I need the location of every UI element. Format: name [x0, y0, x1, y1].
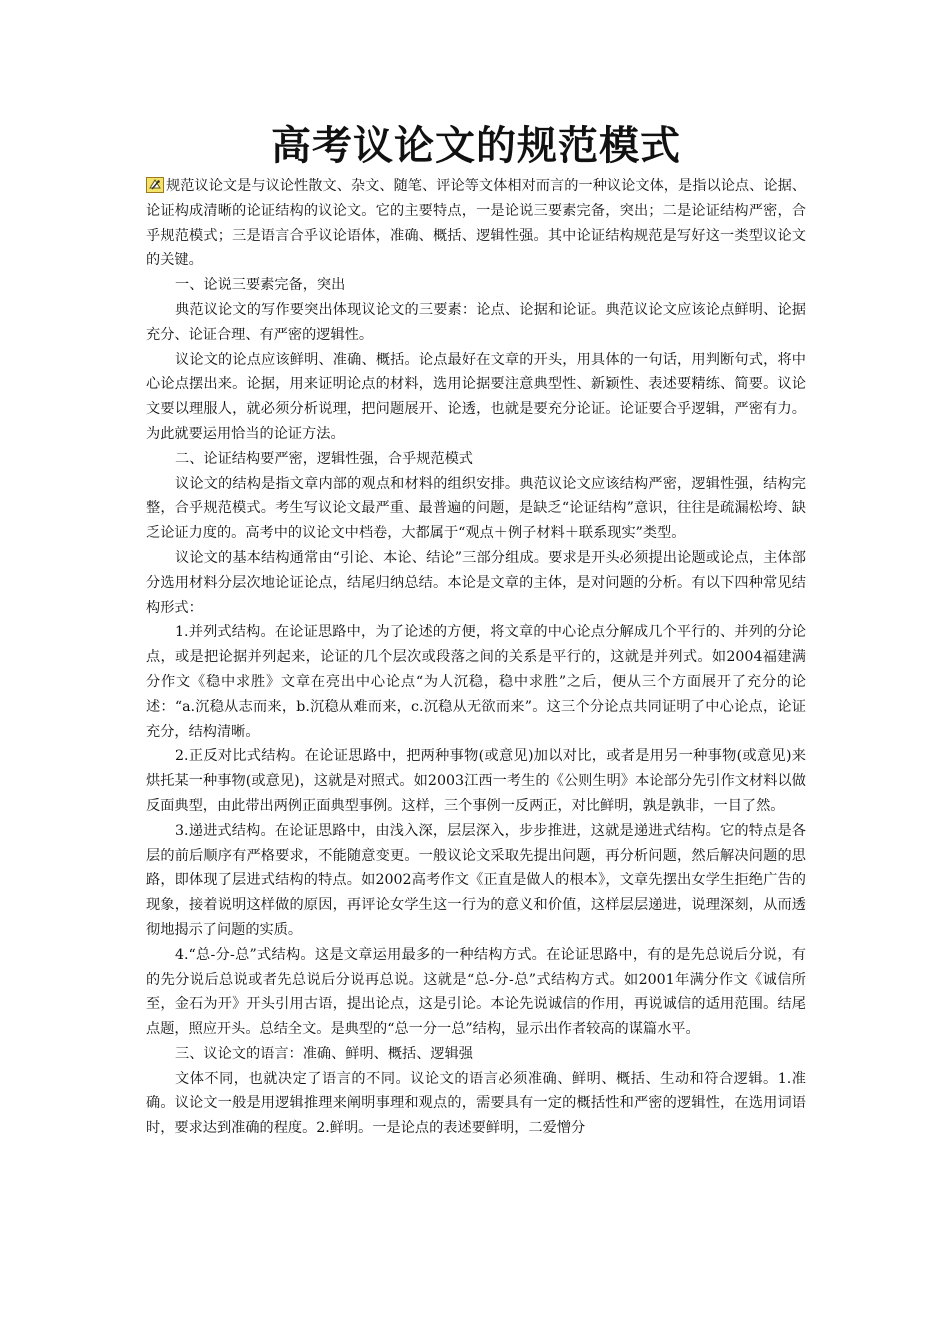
document-page: [146, 118, 806, 1141]
paragraph: 议论文的结构是指文章内部的观点和材料的组织安排。典范议论文应该结构严密，逻辑性强，结构完整，合乎规范模式。考生写议论文最严重、最普遍的问题，是缺乏“论证结构”意识，往往是疏漏松垮、缺乏论证力度的。高考中的议论文中档卷，大都属于“观点＋例子材料＋联系现实”类型。: [146, 475, 806, 542]
note-icon: [146, 177, 164, 193]
paragraph: 议论文的基本结构通常由“引论、本论、结论”三部分组成。要求是开头必须提出论题或论点，主体部分选用材料分层次地论证论点，结尾归纳总结。本论是文章的主体，是对问题的分析。有以下四种常见结构形式：: [146, 549, 806, 616]
document-body: [146, 174, 806, 1141]
paragraph: 议论文的论点应该鲜明、准确、概括。论点最好在文章的开头，用具体的一句话，用判断句式，将中心论点摆出来。论据，用来证明论点的材料，选用论据要注意典型性、新颖性、表述要精练、简要。议论文要以理服人，就必须分析说理，把问题展开、论透，也就是要充分论证。论证要合乎逻辑，严密有力。为此就要运用恰当的论证方法。: [146, 351, 806, 442]
list-item-contrast: 2.正反对比式结构。在论证思路中，把两种事物(或意见)加以对比，或者是用另一种事物(或意见)来烘托某一种事物(或意见)，这就是对照式。如2003江西一考生的《公则生明》本论部分先引作文材料以做反面典型，由此带出两例正面典型事例。这样，三个事例一反两正，对比鲜明，孰是孰非，一目了然。: [146, 748, 806, 814]
section-heading-1: 一、论说三要素完备，突出: [175, 277, 346, 294]
paragraph: 文体不同，也就决定了语言的不同。议论文的语言必须准确、鲜明、概括、生动和符合逻辑。1.准确。议论文一般是用逻辑推理来阐明事理和观点的，需要具有一定的概括性和严密的逻辑性，在选用词语时，要求达到准确的程度。2.鲜明。一是论点的表述要鲜明，二爱憎分: [146, 1070, 806, 1137]
section-heading-2: 二、论证结构要严密，逻辑性强，合乎规范模式: [175, 450, 473, 467]
paragraph-text: 规范议论文是与议论性散文、杂文、随笔、评论等文体相对而言的一种议论文体，是指以论点、论据、论证构成清晰的论证结构的议论文。它的主要特点，一是论说三要素完备，突出；二是论证结构严密，合乎规范模式；三是语言合乎议论语体，准确、概括、逻辑性强。其中论证结构规范是写好这一类型议论文的关键。: [146, 178, 806, 269]
paragraph-intro: [146, 174, 806, 273]
list-item-parallel: 1.并列式结构。在论证思路中，为了论述的方便，将文章的中心论点分解成几个平行的、并列的分论点，或是把论据并列起来，论证的几个层次或段落之间的关系是平行的，这就是并列式。如2004福建满分作文《稳中求胜》文章在亮出中心论点“为人沉稳，稳中求胜”之后，便从三个方面展开了充分的论述：“a.沉稳从志而来，b.沉稳从难而来，c.沉稳从无欲而来”。这三个分论点共同证明了中心论点，论证充分，结构清晰。: [146, 624, 806, 740]
section-heading-3: 三、议论文的语言：准确、鲜明、概括、逻辑强: [175, 1045, 473, 1062]
list-item-total-part-total: 4.“总-分-总”式结构。这是文章运用最多的一种结构方式。在论证思路中，有的是先总说后分说，有的先分说后总说或者先总说后分说再总说。这就是“总-分-总”式结构方式。如2001年满分作文《诚信所至，金石为开》开头引用古语，提出论点，这是引论。本论先说诚信的作用，再说诚信的适用范围。结尾点题，照应开头。总结全文。是典型的“总一分一总”结构，显示出作者较高的谋篇水平。: [146, 946, 806, 1038]
document-title: 高考议论文的规范模式: [271, 122, 681, 169]
list-item-progressive: 3.递进式结构。在论证思路中，由浅入深，层层深入，步步推进，这就是递进式结构。它的特点是各层的前后顺序有严格要求，不能随意变更。一般议论文采取先提出问题，再分析问题，然后解决问题的思路，即体现了层进式结构的特点。如2002高考作文《正直是做人的根本》，文章先摆出女学生拒绝广告的现象，接着说明这样做的原因，再评论女学生这一行为的意义和价值，这样层层递进，说理深刻，从而透彻地揭示了问题的实质。: [146, 822, 806, 938]
paragraph: 典范议论文的写作要突出体现议论文的三要素：论点、论据和论证。典范议论文应该论点鲜明、论据充分、论证合理、有严密的逻辑性。: [146, 301, 806, 343]
